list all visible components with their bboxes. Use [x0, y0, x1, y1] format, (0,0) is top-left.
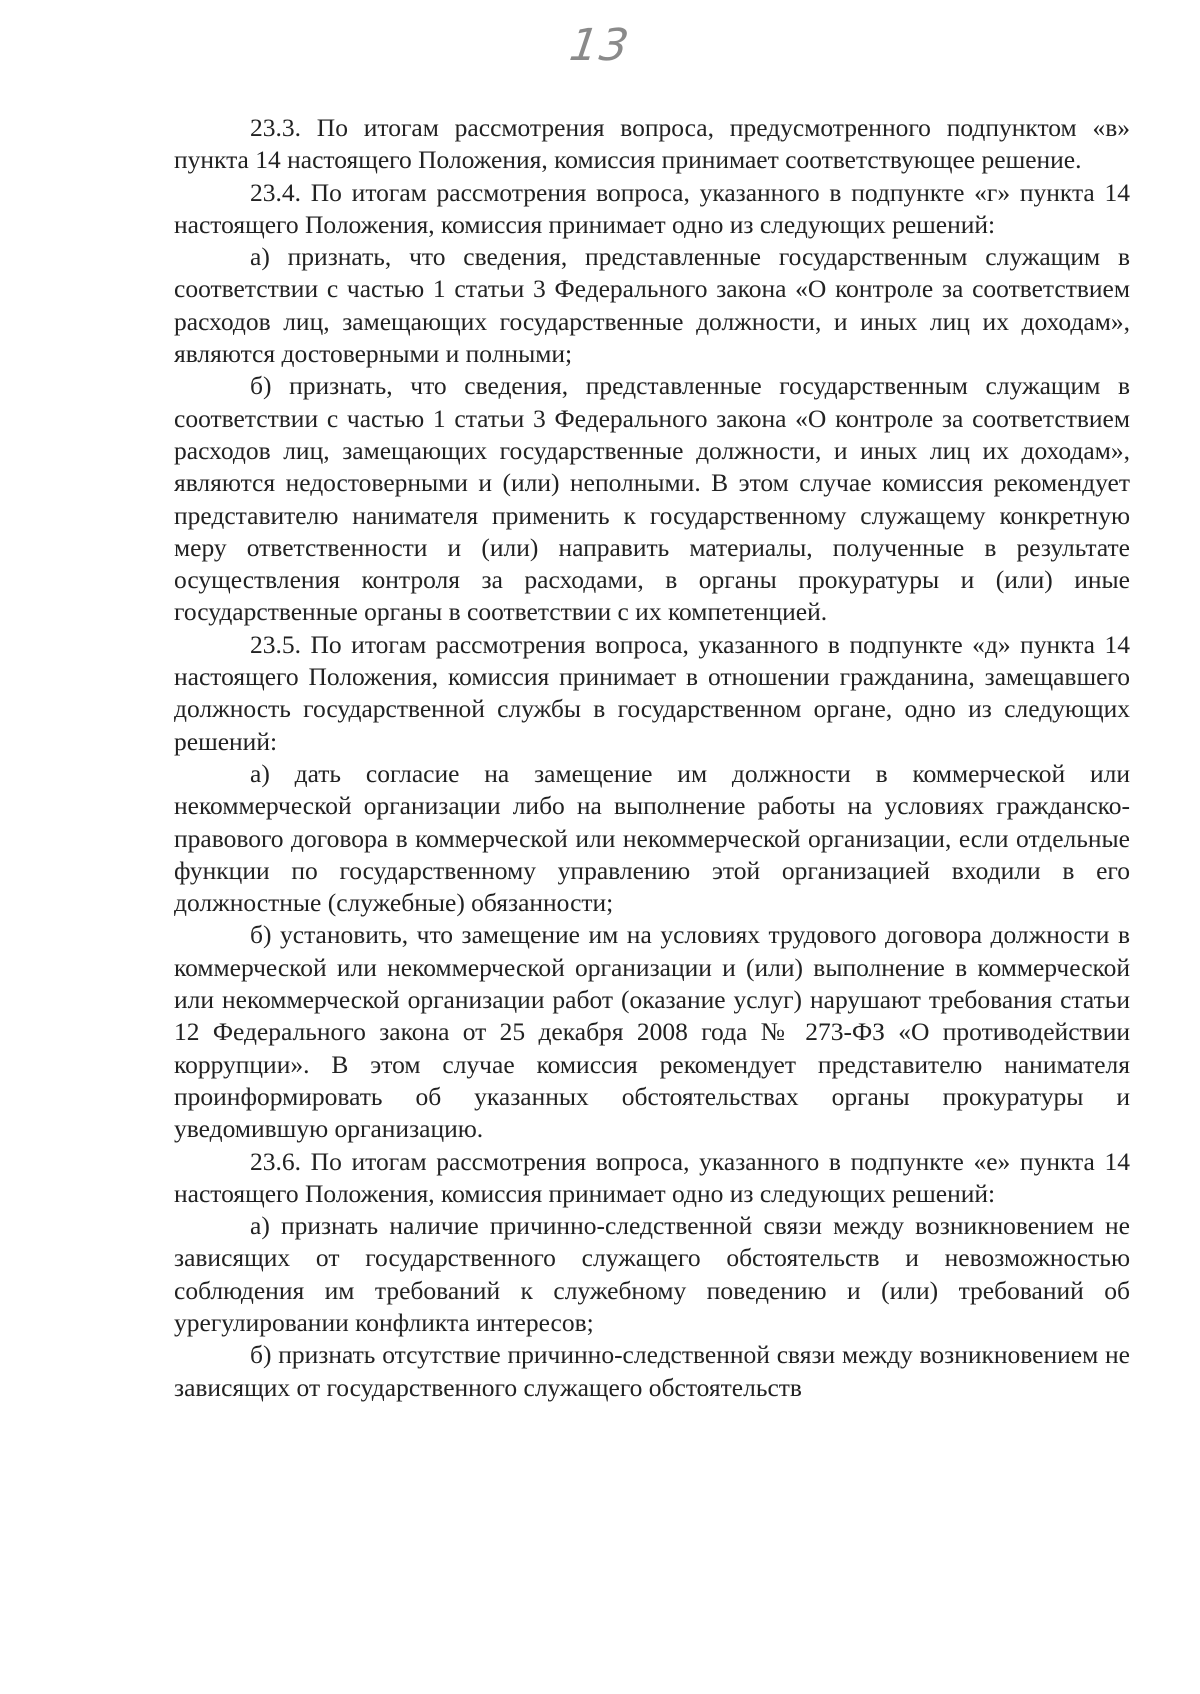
paragraph-23-6: 23.6. По итогам рассмотрения вопроса, указанного в подпункте «е» пункта 14 настоящего Положения, комиссия принимает одно из следующих решений:	[174, 1146, 1130, 1208]
handwritten-page-number: 13	[566, 20, 634, 71]
paragraph-23-5: 23.5. По итогам рассмотрения вопроса, указанного в подпункте «д» пункта 14 настоящего Положения, комиссия принимает в отношении гражданина, замещавшего должность государственной службы в государственном органе, одно из следующих решений:	[174, 629, 1130, 756]
paragraph-23-4: 23.4. По итогам рассмотрения вопроса, указанного в подпункте «г» пункта 14 настоящего Положения, комиссия принимает одно из следующих решений:	[174, 177, 1130, 239]
paragraph-23-3: 23.3. По итогам рассмотрения вопроса, предусмотренного подпунктом «в» пункта 14 настоящего Положения, комиссия принимает соответствующее решение.	[174, 113, 1130, 175]
paragraph-23-6-b: б) признать отсутствие причинно-следственной связи между возникновением не зависящих от государственного служащего обстоятельств	[174, 1340, 1130, 1402]
paragraph-23-5-a: а) дать согласие на замещение им должности в коммерческой или некоммерческой организации либо на выполнение работы на условиях гражданско-правового договора в коммерческой или некоммерческой организации, если отдельные функции по государственному управлению этой организацией входили в его должностные (служебные) обязанности;	[174, 758, 1130, 918]
paragraph-23-5-b: б) установить, что замещение им на условиях трудового договора должности в коммерческой или некоммерческой организации и (или) выполнение в коммерческой или некоммерческой организации работ (оказание услуг) нарушают требования статьи 12 Федерального закона от 25 декабря 2008 года № 273-ФЗ «О противодействии коррупции». В этом случае комиссия рекомендует представителю нанимателя проинформировать об указанных обстоятельствах органы прокуратуры и уведомившую организацию.	[174, 920, 1130, 1144]
document-body	[174, 112, 1130, 1404]
paragraph-23-6-a: а) признать наличие причинно-следственной связи между возникновением не зависящих от государственного служащего обстоятельств и невозможностью соблюдения им требований к служебному поведению и (или) требований об урегулировании конфликта интересов;	[174, 1211, 1130, 1337]
paragraph-23-4-b: б) признать, что сведения, представленные государственным служащим в соответствии с частью 1 статьи 3 Федерального закона «О контроле за соответствием расходов лиц, замещающих государственные должности, и иных лиц их доходам», являются недостоверными и (или) неполными. В этом случае комиссия рекомендует представителю нанимателя применить к государственному служащему конкретную меру ответственности и (или) направить материалы, полученные в результате осуществления контроля за расходами, в органы прокуратуры и (или) иные государственные органы в соответствии с их компетенцией.	[174, 371, 1130, 627]
paragraph-23-4-a: а) признать, что сведения, представленные государственным служащим в соответствии с частью 1 статьи 3 Федерального закона «О контроле за соответствием расходов лиц, замещающих государственные должности, и иных лиц их доходам», являются достоверными и полными;	[174, 242, 1130, 369]
